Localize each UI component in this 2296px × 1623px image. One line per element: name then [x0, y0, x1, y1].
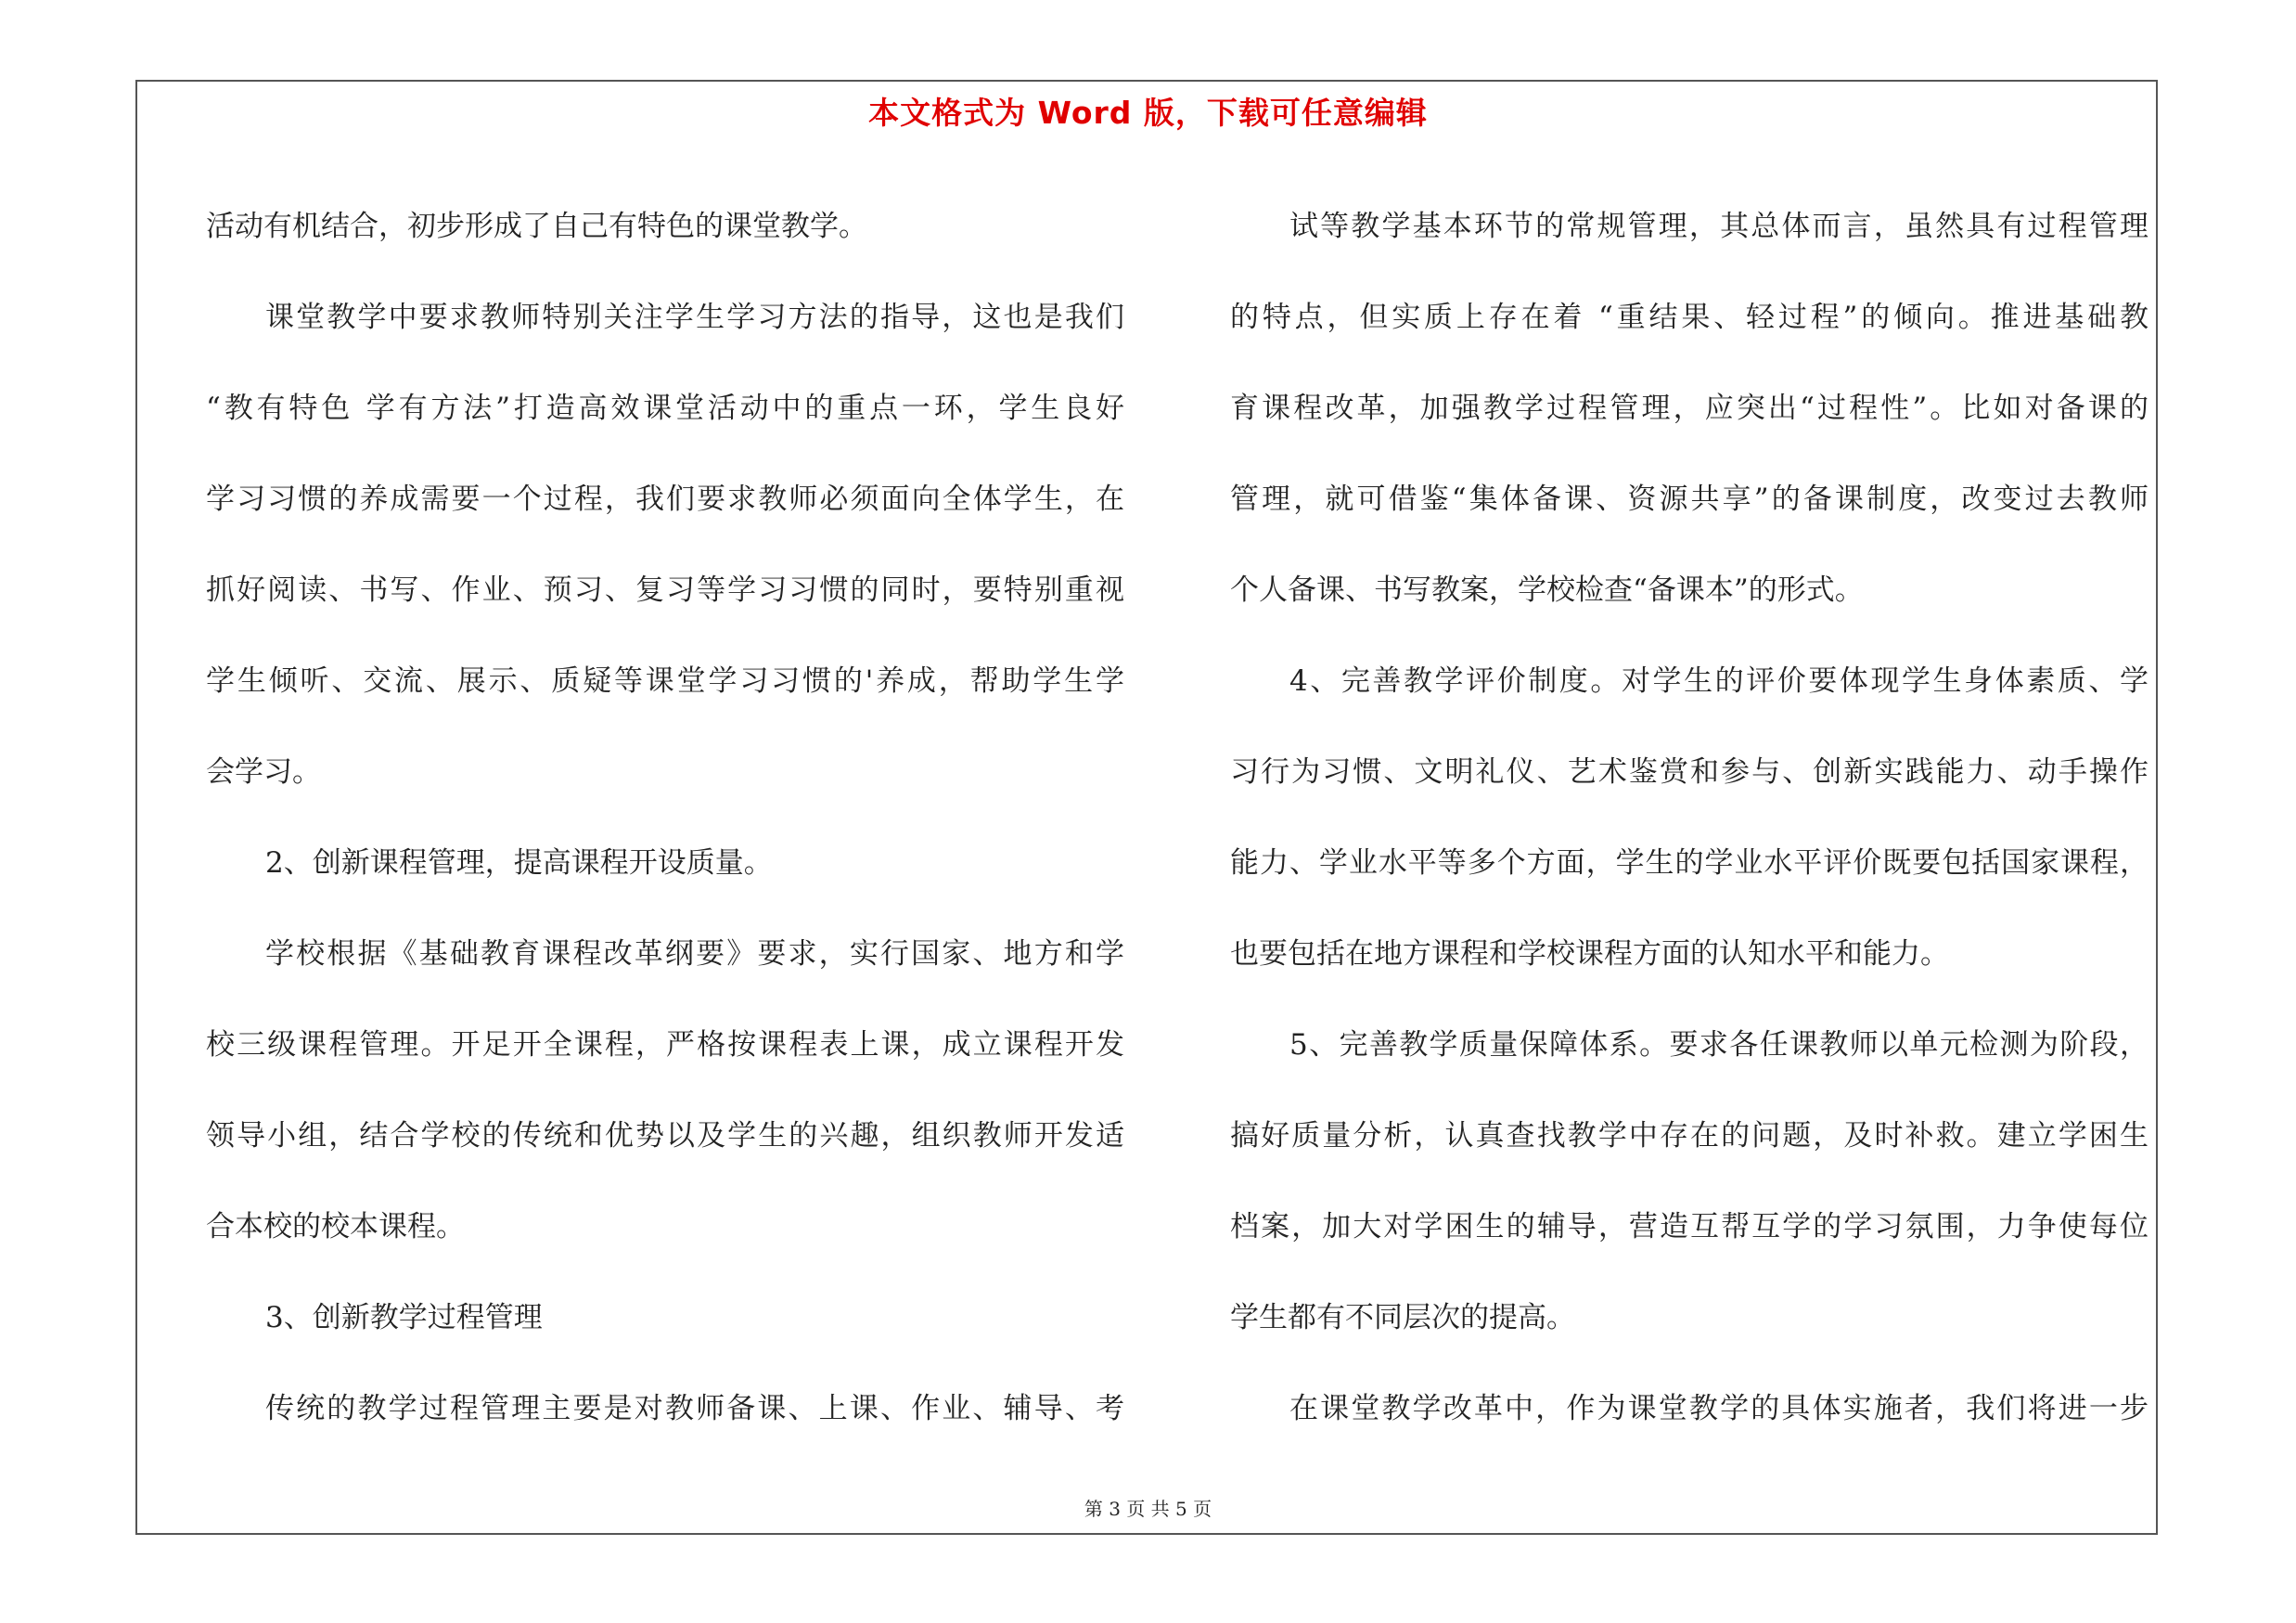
text-line: 学生都有不同层次的提高。 — [1230, 1301, 1575, 1334]
right-column — [1230, 181, 2148, 1454]
text-line: 管理，就可借鉴“集体备课、资源共享”的备课制度，改变过去教师 — [1230, 483, 2148, 516]
text-line: 档案，加大对学困生的辅导，营造互帮互学的学习氛围，力争使每位 — [1230, 1210, 2148, 1243]
text-line: 学习习惯的养成需要一个过程，我们要求教师必须面向全体学生，在 — [206, 483, 1124, 516]
text-line: 4、完善教学评价制度。对学生的评价要体现学生身体素质、学 — [1289, 664, 2148, 698]
text-line: 个人备课、书写教案，学校检查“备课本”的形式。 — [1230, 573, 1864, 607]
text-line: 课堂教学中要求教师特别关注学生学习方法的指导，这也是我们 — [265, 301, 1124, 334]
header-banner: 本文格式为 Word 版，下载可任意编辑 — [868, 95, 1428, 131]
text-line: 活动有机结合，初步形成了自己有特色的课堂教学。 — [206, 210, 867, 243]
page-number: 第 3 页 共 5 页 — [1084, 1498, 1212, 1520]
text-line: 合本校的校本课程。 — [206, 1210, 465, 1243]
text-line: 学校根据《基础教育课程改革纲要》要求，实行国家、地方和学 — [265, 937, 1124, 971]
text-line: 2、创新课程管理，提高课程开设质量。 — [265, 846, 773, 880]
text-line: 领导小组，结合学校的传统和优势以及学生的兴趣，组织教师开发适 — [206, 1119, 1124, 1153]
text-line: 传统的教学过程管理主要是对教师备课、上课、作业、辅导、考 — [265, 1392, 1124, 1425]
text-line: 在课堂教学改革中，作为课堂教学的具体实施者，我们将进一步 — [1289, 1392, 2148, 1425]
text-line: 5、完善教学质量保障体系。要求各任课教师以单元检测为阶段， — [1289, 1028, 2148, 1062]
text-line: 也要包括在地方课程和学校课程方面的认知水平和能力。 — [1230, 937, 1949, 971]
text-line: 学生倾听、交流、展示、质疑等课堂学习习惯的'养成，帮助学生学 — [206, 664, 1124, 698]
text-line: 3、创新教学过程管理 — [265, 1301, 543, 1334]
text-line: 会学习。 — [206, 755, 321, 789]
text-line: “教有特色 学有方法”打造高效课堂活动中的重点一环，学生良好 — [206, 392, 1124, 425]
text-line: 能力、学业水平等多个方面，学生的学业水平评价既要包括国家课程， — [1230, 846, 2148, 880]
text-line: 习行为习惯、文明礼仪、艺术鉴赏和参与、创新实践能力、动手操作 — [1230, 755, 2148, 789]
text-line: 试等教学基本环节的常规管理，其总体而言，虽然具有过程管理 — [1289, 210, 2148, 243]
text-line: 的特点，但实质上存在着 “重结果、轻过程”的倾向。推进基础教 — [1230, 301, 2148, 334]
left-column — [206, 181, 1124, 1454]
text-line: 育课程改革，加强教学过程管理，应突出“过程性”。比如对备课的 — [1230, 392, 2148, 425]
text-line: 抓好阅读、书写、作业、预习、复习等学习习惯的同时，要特别重视 — [206, 573, 1124, 607]
text-line: 搞好质量分析，认真查找教学中存在的问题，及时补救。建立学困生 — [1230, 1119, 2148, 1153]
text-line: 校三级课程管理。开足开全课程，严格按课程表上课，成立课程开发 — [206, 1028, 1124, 1062]
